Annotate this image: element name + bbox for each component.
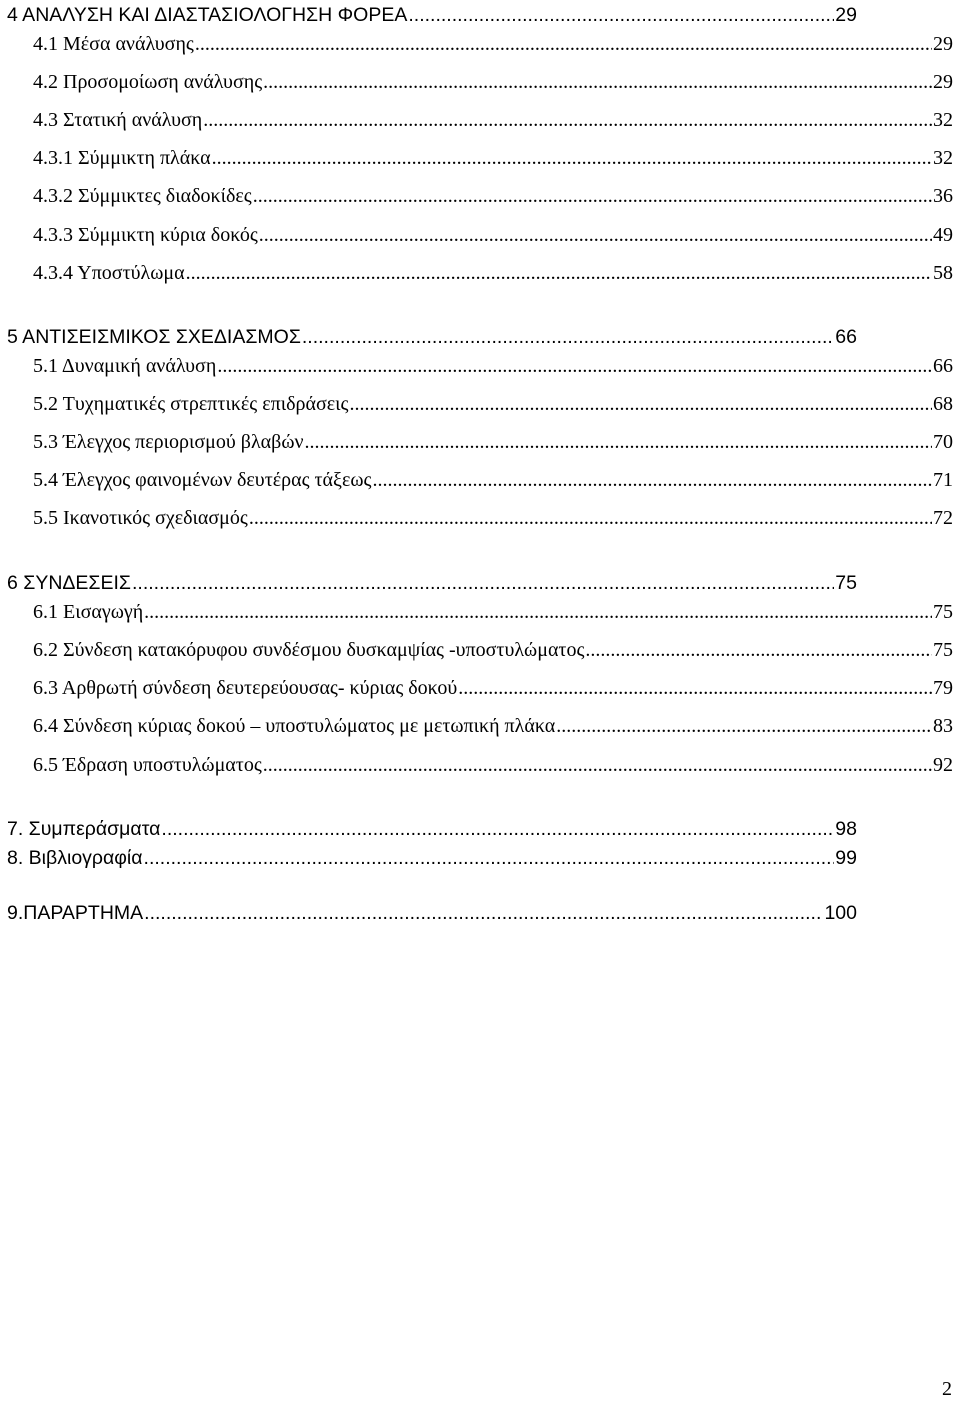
toc-entry-page: 49 bbox=[933, 224, 953, 246]
toc-entry-page: 75 bbox=[933, 639, 953, 661]
toc-dot-leader bbox=[212, 147, 932, 170]
toc-entry-label: 6.4 Σύνδεση κύριας δοκού – υποστυλώματος με μετωπική πλάκα bbox=[33, 715, 556, 737]
toc-entry-label: 5.1 Δυναμική ανάλυση bbox=[33, 355, 217, 377]
toc-entry-5-2 bbox=[33, 393, 953, 416]
toc-dot-leader bbox=[144, 902, 823, 925]
toc-entry-page: 99 bbox=[835, 847, 857, 869]
toc-entry-page: 72 bbox=[933, 507, 953, 529]
toc-entry-4-2 bbox=[33, 71, 953, 94]
toc-entry-page: 32 bbox=[933, 109, 953, 131]
toc-dot-leader bbox=[203, 109, 932, 132]
toc-entry-4-3 bbox=[33, 109, 953, 132]
toc-entry-label: 4.2 Προσομοίωση ανάλυσης bbox=[33, 71, 263, 93]
toc-entry-label: 5.3 Έλεγχος περιορισμού βλαβών bbox=[33, 431, 304, 453]
toc-entry-7 bbox=[7, 818, 857, 841]
toc-entry-8 bbox=[7, 847, 857, 870]
toc-dot-leader bbox=[132, 572, 834, 595]
toc-dot-leader bbox=[556, 715, 932, 738]
toc-entry-6-3 bbox=[33, 677, 953, 700]
toc-entry-label: 7. Συμπεράσματα bbox=[7, 818, 161, 840]
toc-entry-page: 66 bbox=[933, 355, 953, 377]
toc-dot-leader bbox=[161, 818, 834, 841]
toc-entry-6-4 bbox=[33, 715, 953, 738]
toc-dot-leader bbox=[263, 71, 932, 94]
toc-entry-4-3-1 bbox=[33, 147, 953, 170]
toc-entry-page: 29 bbox=[933, 71, 953, 93]
toc-dot-leader bbox=[253, 185, 932, 208]
toc-dot-leader bbox=[249, 507, 932, 530]
toc-entry-5-4 bbox=[33, 469, 953, 492]
toc-entry-page: 83 bbox=[933, 715, 953, 737]
toc-entry-label: 9.ΠΑΡΑΡΤΗΜΑ bbox=[7, 902, 144, 924]
toc-entry-5-5 bbox=[33, 507, 953, 530]
toc-entry-label: 8. Βιβλιογραφία bbox=[7, 847, 143, 869]
toc-entry-6-1 bbox=[33, 601, 953, 624]
toc-entry-label: 5.5 Ικανοτικός σχεδιασμός bbox=[33, 507, 248, 529]
toc-entry-label: 5.4 Έλεγχος φαινομένων δευτέρας τάξεως bbox=[33, 469, 372, 491]
toc-dot-leader bbox=[458, 677, 932, 700]
toc-entry-label: 5 ΑΝΤΙΣΕΙΣΜΙΚΟΣ ΣΧΕΔΙΑΣΜΟΣ bbox=[7, 326, 301, 348]
toc-entry-page: 66 bbox=[835, 326, 857, 348]
toc-dot-leader bbox=[585, 639, 932, 662]
toc-entry-label: 4.3.1 Σύμμικτη πλάκα bbox=[33, 147, 211, 169]
toc-entry-label: 6.3 Αρθρωτή σύνδεση δευτερεύουσας- κύριας δοκού bbox=[33, 677, 458, 699]
toc-entry-5-3 bbox=[33, 431, 953, 454]
toc-entry-4 bbox=[7, 4, 857, 27]
page-number: 2 bbox=[942, 1378, 952, 1400]
toc-dot-leader bbox=[372, 469, 932, 492]
toc-entry-4-1 bbox=[33, 33, 953, 56]
toc-entry-label: 6.1 Εισαγωγή bbox=[33, 601, 144, 623]
toc-entry-label: 4.3.4 Υποστύλωμα bbox=[33, 262, 185, 284]
toc-dot-leader bbox=[217, 355, 932, 378]
toc-entry-page: 75 bbox=[835, 572, 857, 594]
toc-dot-leader bbox=[302, 326, 834, 349]
toc-entry-page: 71 bbox=[933, 469, 953, 491]
toc-entry-5-1 bbox=[33, 355, 953, 378]
toc-entry-page: 68 bbox=[933, 393, 953, 415]
toc-entry-page: 36 bbox=[933, 185, 953, 207]
toc-entry-label: 4.3 Στατική ανάλυση bbox=[33, 109, 203, 131]
toc-entry-6-5 bbox=[33, 754, 953, 777]
toc-entry-5 bbox=[7, 326, 857, 349]
toc-entry-page: 29 bbox=[835, 4, 857, 26]
toc-entry-page: 29 bbox=[933, 33, 953, 55]
toc-entry-4-3-3 bbox=[33, 224, 953, 247]
toc-entry-label: 4.3.2 Σύμμικτες διαδοκίδες bbox=[33, 185, 252, 207]
toc-dot-leader bbox=[195, 33, 932, 56]
toc-entry-label: 6.2 Σύνδεση κατακόρυφου συνδέσμου δυσκαμψίας -υποστυλώματος bbox=[33, 639, 585, 661]
toc-entry-page: 70 bbox=[933, 431, 953, 453]
toc-entry-page: 100 bbox=[824, 902, 857, 924]
toc-entry-6-2 bbox=[33, 639, 953, 662]
toc-dot-leader bbox=[259, 224, 932, 247]
toc-entry-label: 5.2 Τυχηματικές στρεπτικές επιδράσεις bbox=[33, 393, 349, 415]
toc-dot-leader bbox=[144, 847, 835, 870]
toc-entry-page: 98 bbox=[835, 818, 857, 840]
toc-entry-label: 4 ΑΝΑΛΥΣΗ ΚΑΙ ΔΙΑΣΤΑΣΙΟΛΟΓΗΣΗ ΦΟΡΕΑ bbox=[7, 4, 408, 26]
toc-dot-leader bbox=[349, 393, 932, 416]
toc-entry-4-3-4 bbox=[33, 262, 953, 285]
toc-dot-leader bbox=[186, 262, 932, 285]
toc-entry-9 bbox=[7, 902, 857, 925]
toc-dot-leader bbox=[263, 754, 932, 777]
toc-entry-page: 58 bbox=[933, 262, 953, 284]
toc-entry-page: 75 bbox=[933, 601, 953, 623]
toc-entry-label: 6 ΣΥΝΔΕΣΕΙΣ bbox=[7, 572, 131, 594]
toc-entry-label: 4.1 Μέσα ανάλυσης bbox=[33, 33, 194, 55]
toc-entry-label: 6.5 Έδραση υποστυλώματος bbox=[33, 754, 262, 776]
toc-entry-label: 4.3.3 Σύμμικτη κύρια δοκός bbox=[33, 224, 258, 246]
toc-dot-leader bbox=[305, 431, 932, 454]
toc-dot-leader bbox=[408, 4, 834, 27]
toc-entry-6 bbox=[7, 572, 857, 595]
toc-dot-leader bbox=[144, 601, 932, 624]
toc-entry-page: 79 bbox=[933, 677, 953, 699]
toc-entry-4-3-2 bbox=[33, 185, 953, 208]
toc-entry-page: 92 bbox=[933, 754, 953, 776]
toc-entry-page: 32 bbox=[933, 147, 953, 169]
